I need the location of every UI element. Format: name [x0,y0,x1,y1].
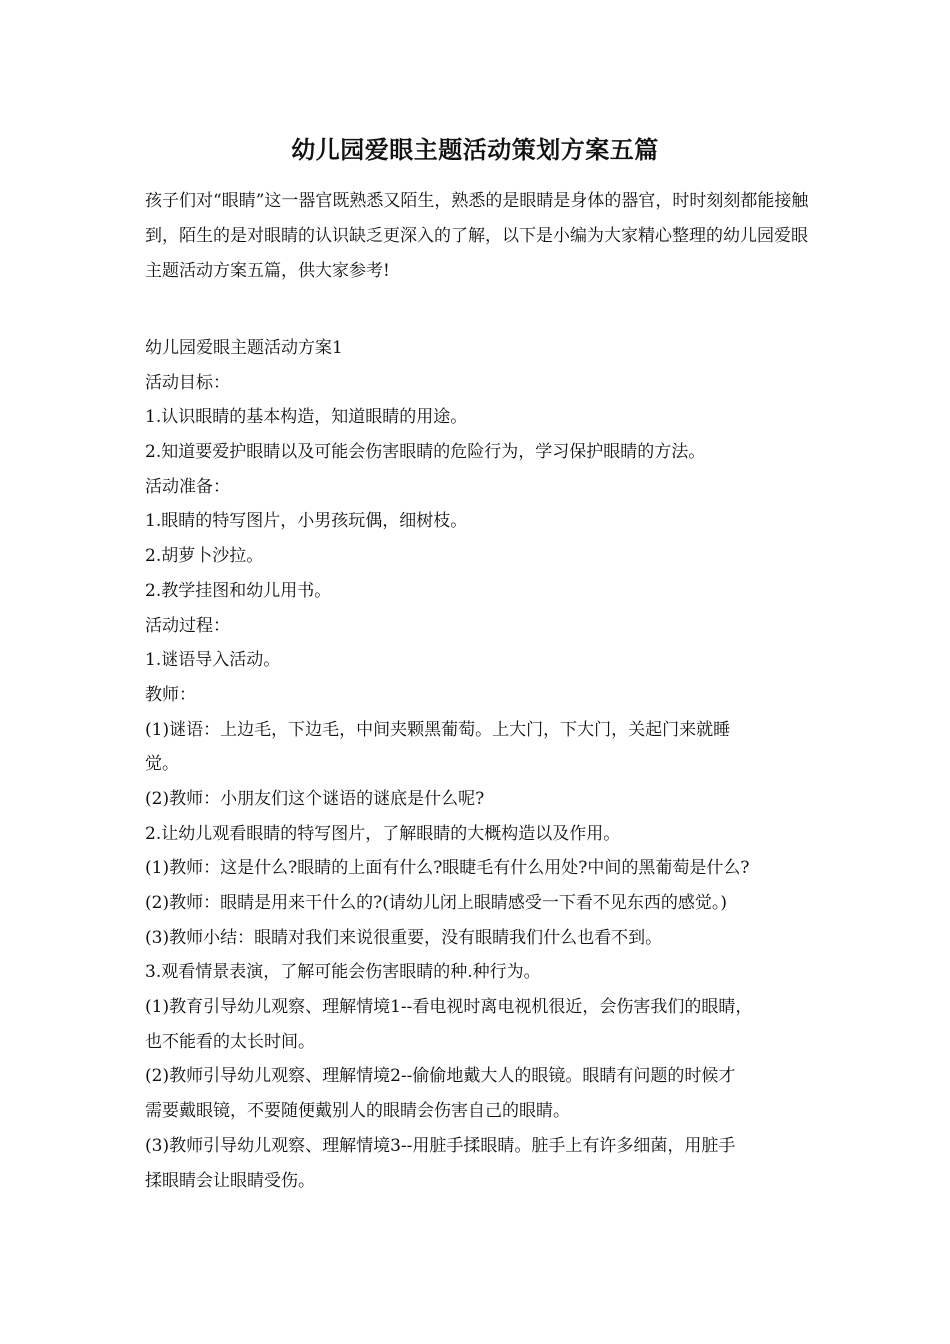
body-line: 觉。 [145,754,179,775]
body-line: 2.胡萝卜沙拉。 [145,546,264,567]
body-line: (1)谜语：上边毛，下边毛，中间夹颗黑葡萄。上大门，下大门，关起门来就睡 [145,719,731,740]
body-line: (3)教师小结：眼睛对我们来说很重要，没有眼睛我们什么也看不到。 [145,927,663,948]
body-line: 3.观看情景表演，了解可能会伤害眼睛的种.种行为。 [145,962,541,983]
body-line: (3)教师引导幼儿观察、理解情境3--用脏手揉眼睛。脏手上有许多细菌，用脏手 [145,1135,736,1156]
body-line: 揉眼睛会让眼睛受伤。 [145,1170,315,1191]
body-line: 1.眼睛的特写图片，小男孩玩偶，细树枝。 [145,511,468,532]
body-line: 2.教学挂图和幼儿用书。 [145,580,332,601]
body-line: (2)教师：眼睛是用来干什么的?(请幼儿闭上眼睛感受一下看不见东西的感觉。) [145,893,727,913]
document-title: 幼儿园爱眼主题活动策划方案五篇 [291,135,659,164]
body-line: (1)教师：这是什么?眼睛的上面有什么?眼睫毛有什么用处?中间的黑葡萄是什么? [145,858,750,879]
body-line: 2.让幼儿观看眼睛的特写图片，了解眼睛的大概构造以及作用。 [145,823,621,844]
intro-paragraph: 孩子们对“眼睛”这一器官既熟悉又陌生，熟悉的是眼睛是身体的器官，时时刻刻都能接触到，陌生的是对眼睛的认识缺乏更深入的了解，以下是小编为大家精心整理的幼儿园爱眼主题活动方案五篇，供大家参考! [145,191,809,281]
body-line: 1.认识眼睛的基本构造，知道眼睛的用途。 [145,407,468,428]
body-line: 2.知道要爱护眼睛以及可能会伤害眼睛的危险行为，学习保护眼睛的方法。 [145,442,706,463]
body-line: (2)教师：小朋友们这个谜语的谜底是什么呢? [145,788,485,809]
body-line: 活动目标： [145,372,230,393]
body-line: 活动过程： [145,615,230,636]
body-line: 活动准备： [145,476,230,497]
body-line: 1.谜语导入活动。 [145,650,281,671]
body-line: 需要戴眼镜，不要随便戴别人的眼睛会伤害自己的眼睛。 [145,1101,570,1122]
document-body [145,331,825,1198]
body-line: 幼儿园爱眼主题活动方案1 [145,338,343,358]
body-line: 教师： [145,684,196,705]
body-line: (2)教师引导幼儿观察、理解情境2--偷偷地戴大人的眼镜。眼睛有问题的时候才 [145,1066,736,1087]
body-line: (1)教育引导幼儿观察、理解情境1--看电视时离电视机很近，会伤害我们的眼睛， [145,997,753,1018]
body-line: 也不能看的太长时间。 [145,1031,315,1052]
